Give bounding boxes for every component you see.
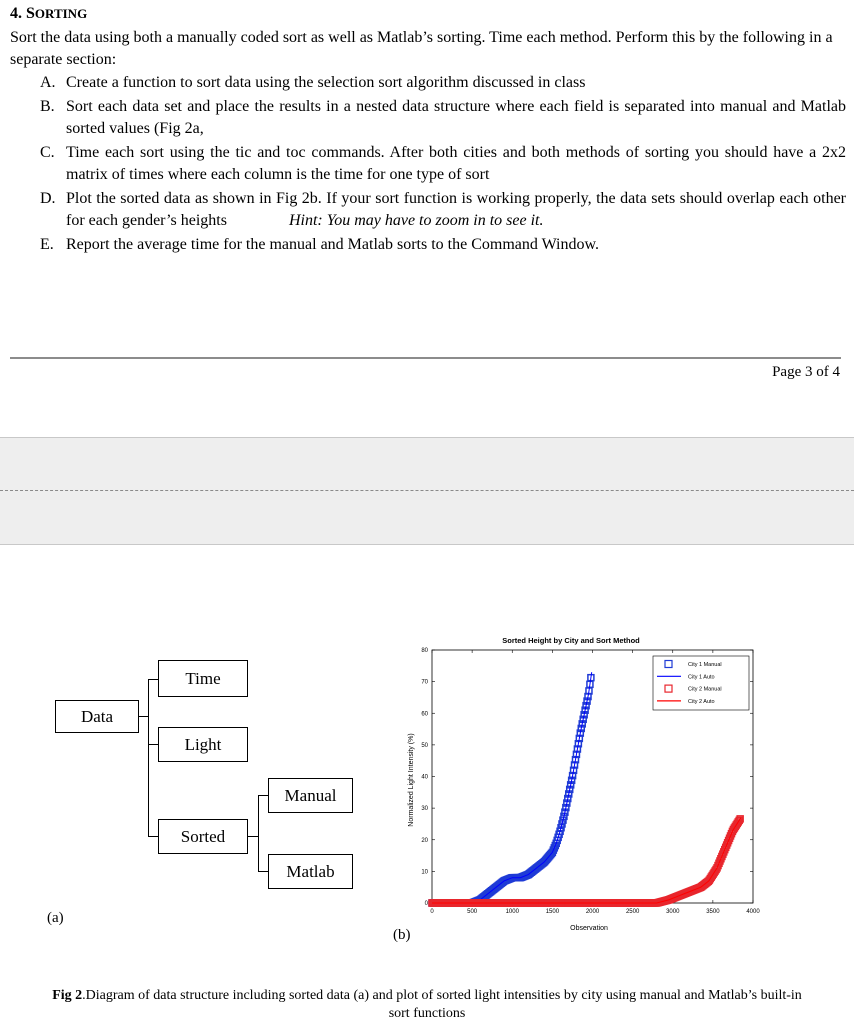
intro-paragraph: Sort the data using both a manually coded sort as well as Matlab’s sorting. Time each method. Perform this by the following in a separate section: xyxy=(10,29,833,68)
x-axis-label: Observation xyxy=(570,925,608,932)
legend-entry: City 1 Manual xyxy=(688,662,722,668)
task-label: D. xyxy=(40,189,56,207)
section-title-initial: S xyxy=(26,5,35,22)
task-hint: Hint: You may have to zoom in to see it. xyxy=(288,212,544,229)
node-data: Data xyxy=(55,700,139,733)
y-tick-label: 0 xyxy=(424,901,428,907)
page-number: Page 3 of 4 xyxy=(772,364,840,380)
subfigure-label-a: (a) xyxy=(47,910,64,926)
y-tick-label: 20 xyxy=(421,837,428,844)
legend-entry: City 1 Auto xyxy=(688,674,715,681)
caption-label: Fig 2 xyxy=(52,988,83,1003)
y-tick-label: 40 xyxy=(421,774,428,781)
node-light: Light xyxy=(158,727,248,762)
section-number: 4. xyxy=(10,5,22,22)
node-manual: Manual xyxy=(268,778,353,813)
task-text: Report the average time for the manual and Matlab sorts to the Command Window. xyxy=(66,235,599,253)
legend-entry: City 2 Auto xyxy=(688,698,715,705)
x-tick-label: 0 xyxy=(430,909,434,915)
x-tick-label: 2000 xyxy=(585,909,600,915)
x-tick-label: 4000 xyxy=(746,909,760,915)
section-title-rest: ORTING xyxy=(34,6,88,21)
task-label: A. xyxy=(40,74,56,91)
figure-caption xyxy=(40,987,814,1023)
node-sorted: Sorted xyxy=(158,819,248,854)
y-tick-label: 50 xyxy=(421,742,428,749)
y-tick-label: 10 xyxy=(421,869,428,876)
node-matlab: Matlab xyxy=(268,854,353,889)
x-tick-label: 2500 xyxy=(625,909,640,915)
task-text: Time each sort using the tic and toc commands. After both cities and both methods of sorting you should have a 2x2 matrix of times where each column is the time for one type of sort xyxy=(66,143,846,183)
y-tick-label: 30 xyxy=(421,806,428,813)
plot-title: Sorted Height by City and Sort Method xyxy=(502,636,640,645)
task-label: E. xyxy=(40,235,54,253)
task-text: Plot the sorted data as shown in Fig 2b. If your sort function is working properly, the data sets should overlap each other for each gender’s heights xyxy=(66,189,846,229)
node-time: Time xyxy=(158,660,248,697)
y-tick-label: 80 xyxy=(421,648,428,654)
x-tick-label: 1000 xyxy=(505,909,519,915)
task-text: Create a function to sort data using the selection sort algorithm discussed in class xyxy=(66,74,586,91)
x-tick-label: 500 xyxy=(467,909,478,915)
y-tick-label: 70 xyxy=(421,679,428,686)
y-tick-label: 60 xyxy=(421,711,428,718)
subfigure-label-b: (b) xyxy=(393,927,411,943)
legend-entry: City 2 Manual xyxy=(688,686,722,693)
task-text: Sort each data set and place the results in a nested data structure where each field is separated into manual and Matlab sorted values (Fig 2a, xyxy=(66,97,846,137)
task-label: C. xyxy=(40,143,55,161)
x-tick-label: 3000 xyxy=(666,909,680,915)
x-tick-label: 1500 xyxy=(545,909,560,915)
caption-text: .Diagram of data structure including sorted data (a) and plot of sorted light intensities by city using manual and Matlab’s built-in sort functions xyxy=(82,988,802,1021)
y-axis-label: Normalized Light Intensity (%) xyxy=(408,733,415,827)
task-label: B. xyxy=(40,97,55,115)
x-tick-label: 3500 xyxy=(706,909,720,915)
